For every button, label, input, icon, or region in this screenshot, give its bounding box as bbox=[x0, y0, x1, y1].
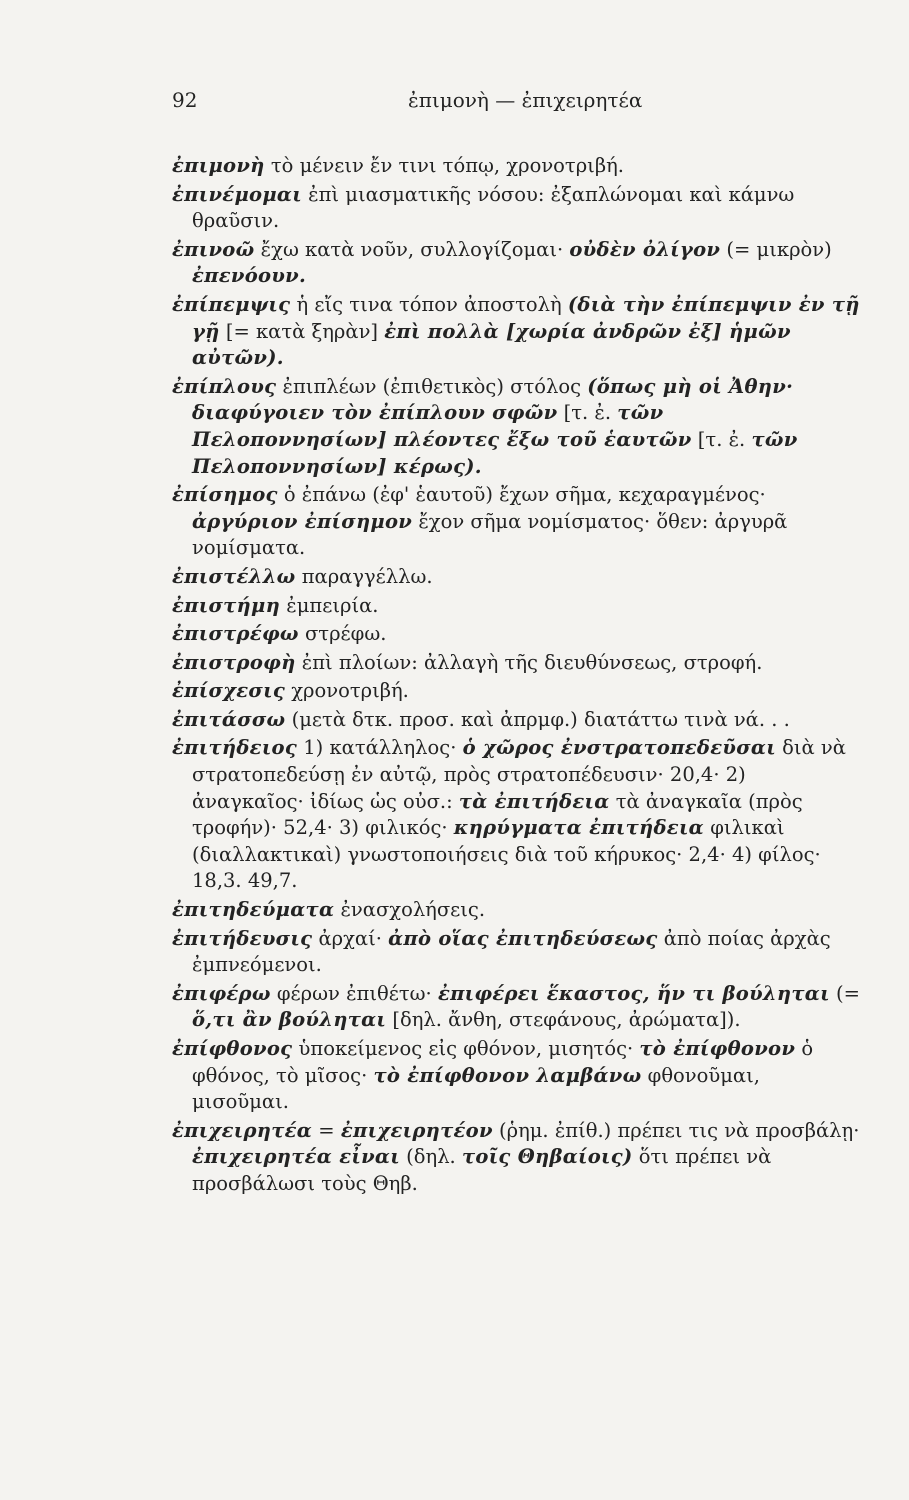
entry-epischesis bbox=[172, 678, 862, 705]
definition: ἀρχαί· bbox=[312, 926, 389, 950]
definition: στρέφω. bbox=[298, 622, 387, 646]
lemma: ἐπιτάσσω bbox=[172, 707, 286, 731]
example-phrase: τὰ ἐπιτήδεια bbox=[458, 789, 610, 813]
entry-epitedeusis bbox=[172, 926, 862, 979]
definition: ἐμπειρία. bbox=[280, 593, 379, 617]
lemma: ἐπιστροφὴ bbox=[172, 650, 296, 674]
definition: φθονοῦμαι, μισοῦμαι. bbox=[192, 1063, 760, 1114]
entry-epimone bbox=[172, 153, 862, 180]
definition: ἡ εἴς τινα τόπον ἀποστολὴ bbox=[290, 292, 568, 316]
example-phrase: ἐπὶ πολλὰ [χωρία ἀνδρῶν ἐξ] ἡμῶν αὐτῶν). bbox=[192, 319, 791, 370]
lemma: ἐπίφθονος bbox=[172, 1037, 293, 1060]
example-phrase: κηρύγματα ἐπιτήδεια bbox=[453, 816, 704, 840]
definition: [δηλ. ἄνθη, στεφάνους, ἀρώματα]). bbox=[386, 1008, 741, 1032]
example-phrase: ὅ,τι ἂν βούληται bbox=[192, 1008, 387, 1032]
definition: ὑποκείμενος εἰς φθόνον, μισητός· bbox=[292, 1037, 640, 1060]
page-number: 92 bbox=[172, 88, 198, 112]
lemma: ἐπιτήδευσις bbox=[172, 926, 313, 950]
example-phrase: τὸ ἐπίφθονον bbox=[639, 1037, 796, 1060]
lemma: ἐπιτήδειος bbox=[172, 736, 298, 760]
definition: ὁ ἐπάνω (ἐφ' ἑαυτοῦ) ἔχων σῆμα, κεχαραγμένος· bbox=[277, 483, 766, 507]
definition: (ῥημ. ἐπίθ.) πρέπει τις νὰ προσβάλῃ· bbox=[492, 1118, 860, 1142]
definition: φέρων ἐπιθέτω· bbox=[270, 981, 438, 1005]
example-phrase: ἐπενόουν. bbox=[192, 264, 307, 288]
definition: φιλικαὶ (διαλλακτικαὶ) γνωστοποιήσεις διὰ τοῦ κήρυκος· 2,4· 4) φίλος· 18,3. 49,7. bbox=[192, 816, 821, 893]
entry-episteme bbox=[172, 593, 862, 620]
definition: ὁ φθόνος, τὸ μῖσος· bbox=[192, 1037, 814, 1087]
definition: ἐπὶ πλοίων: ἀλλαγὴ τῆς διευθύνσεως, στροφή. bbox=[295, 650, 763, 674]
lemma: ἐπιστήμη bbox=[172, 593, 281, 617]
definition: (= μικρὸν) bbox=[720, 237, 832, 261]
definition: διὰ νὰ στρατοπεδεύσῃ ἐν αὐτῷ, πρὸς στρατοπέδευσιν· 20,4· 2) ἀναγκαῖος· ἰδίως ὡς οὐσ.: bbox=[192, 736, 846, 813]
definition: [= κατὰ ξηρὰν] bbox=[219, 319, 385, 343]
definition: = bbox=[312, 1118, 341, 1142]
lemma: ἐπινοῶ bbox=[172, 237, 255, 261]
lemma: ἐπινέμομαι bbox=[172, 182, 302, 206]
definition: ἐπιπλέων (ἐπιθετικὸς) στόλος bbox=[276, 374, 588, 398]
example-phrase: (διὰ τὴν ἐπίπεμψιν ἐν τῇ γῇ bbox=[192, 292, 860, 343]
definition: ἔχω κατὰ νοῦν, συλλογίζομαι· bbox=[254, 237, 570, 261]
lemma: ἐπίσχεσις bbox=[172, 679, 286, 703]
example-phrase: (ὅπως μὴ οἱ Ἀθην· διαφύγοιεν τὸν ἐπίπλουν σφῶν bbox=[192, 374, 794, 425]
lemma: ἐπιτηδεύματα bbox=[172, 898, 335, 922]
example-phrase: ἀργύριον ἐπίσημον bbox=[192, 509, 413, 533]
example-phrase: τοῖς Θηβαίοις) bbox=[461, 1145, 633, 1169]
lemma: ἐπιφέρω bbox=[172, 981, 271, 1005]
definition: [τ. ἐ. bbox=[691, 427, 752, 451]
example-phrase: ὁ χῶρος ἐνστρατοπεδεῦσαι bbox=[462, 736, 776, 760]
example-phrase: ἐπιχειρητέα εἶναι bbox=[192, 1145, 400, 1169]
lemma: ἐπιστέλλω bbox=[172, 564, 296, 588]
definition: ὅτι πρέπει νὰ προσβάλωσι τοὺς Θηβ. bbox=[192, 1145, 772, 1195]
example-phrase: τῶν Πελοποννησίων] κέρως). bbox=[192, 427, 798, 478]
definition: τὰ ἀναγκαῖα (πρὸς τροφήν)· 52,4· 3) φιλικός· bbox=[192, 789, 803, 840]
example-phrase: τὸ ἐπίφθονον λαμβάνω bbox=[373, 1063, 642, 1087]
entry-epinoo bbox=[172, 237, 862, 290]
definition: ἐνασχολήσεις. bbox=[334, 898, 486, 922]
definition: ἐπὶ μιασματικῆς νόσου: ἐξαπλώνομαι καὶ κάμνω θραῦσιν. bbox=[192, 182, 795, 233]
example-phrase: ἀπὸ οἵας ἐπιτηδεύσεως bbox=[388, 926, 658, 950]
lemma: ἐπιστρέφω bbox=[172, 622, 299, 646]
entry-epitedeumata bbox=[172, 897, 862, 924]
lemma: ἐπίσημος bbox=[172, 483, 278, 507]
entry-epipempsis bbox=[172, 292, 862, 372]
running-title: ἐπιμονὴ — ἐπιχειρητέα bbox=[408, 88, 643, 112]
entry-epicheireteа bbox=[172, 1118, 862, 1198]
entry-episemos bbox=[172, 482, 862, 562]
definition: ἀπὸ ποίας ἀρχὰς ἐμπνεόμενοι. bbox=[192, 926, 831, 977]
definition: (μετὰ δτκ. προσ. καὶ ἀπρμφ.) διατάττω τινὰ νά. . . bbox=[285, 707, 790, 731]
lemma: ἐπιμονὴ bbox=[172, 154, 265, 177]
entry-epitasso bbox=[172, 707, 862, 734]
example-phrase: ἐπιφέρει ἕκαστος, ἥν τι βούληται bbox=[437, 981, 830, 1005]
lemma: ἐπιχειρητέα bbox=[172, 1118, 313, 1142]
entry-epistrepho bbox=[172, 621, 862, 648]
lemma: ἐπίπλους bbox=[172, 374, 277, 398]
definition: τὸ μένειν ἔν τινι τόπῳ, χρονοτριβή. bbox=[264, 154, 624, 177]
entry-epiphthonos bbox=[172, 1036, 862, 1116]
lemma: ἐπίπεμψις bbox=[172, 292, 291, 316]
entry-epiplous bbox=[172, 374, 862, 480]
definition: χρονοτριβή. bbox=[285, 679, 409, 703]
definition: ἔχον σῆμα νομίσματος· ὅθεν: ἀργυρᾶ νομίσματα. bbox=[192, 509, 788, 560]
definition: [τ. ἐ. bbox=[557, 401, 618, 425]
definition: παραγγέλλω. bbox=[295, 564, 433, 588]
definition: (= bbox=[829, 981, 860, 1005]
page-header bbox=[172, 88, 732, 118]
entry-epistello bbox=[172, 564, 862, 591]
entry-epitedeios bbox=[172, 735, 862, 895]
definition: (δηλ. bbox=[399, 1145, 462, 1169]
entry-epinemomai bbox=[172, 182, 862, 235]
entry-epistrophe bbox=[172, 650, 862, 677]
definition: 1) κατάλληλος· bbox=[297, 736, 463, 760]
example-phrase: ἐπιχειρητέον bbox=[340, 1118, 493, 1142]
entries-list bbox=[172, 153, 862, 1200]
example-phrase: οὐδὲν ὀλίγον bbox=[569, 237, 721, 261]
entry-epiphero bbox=[172, 981, 862, 1034]
example-phrase: τῶν Πελοποννησίων] πλέοντες ἔξω τοῦ ἑαυτῶν bbox=[192, 401, 692, 451]
